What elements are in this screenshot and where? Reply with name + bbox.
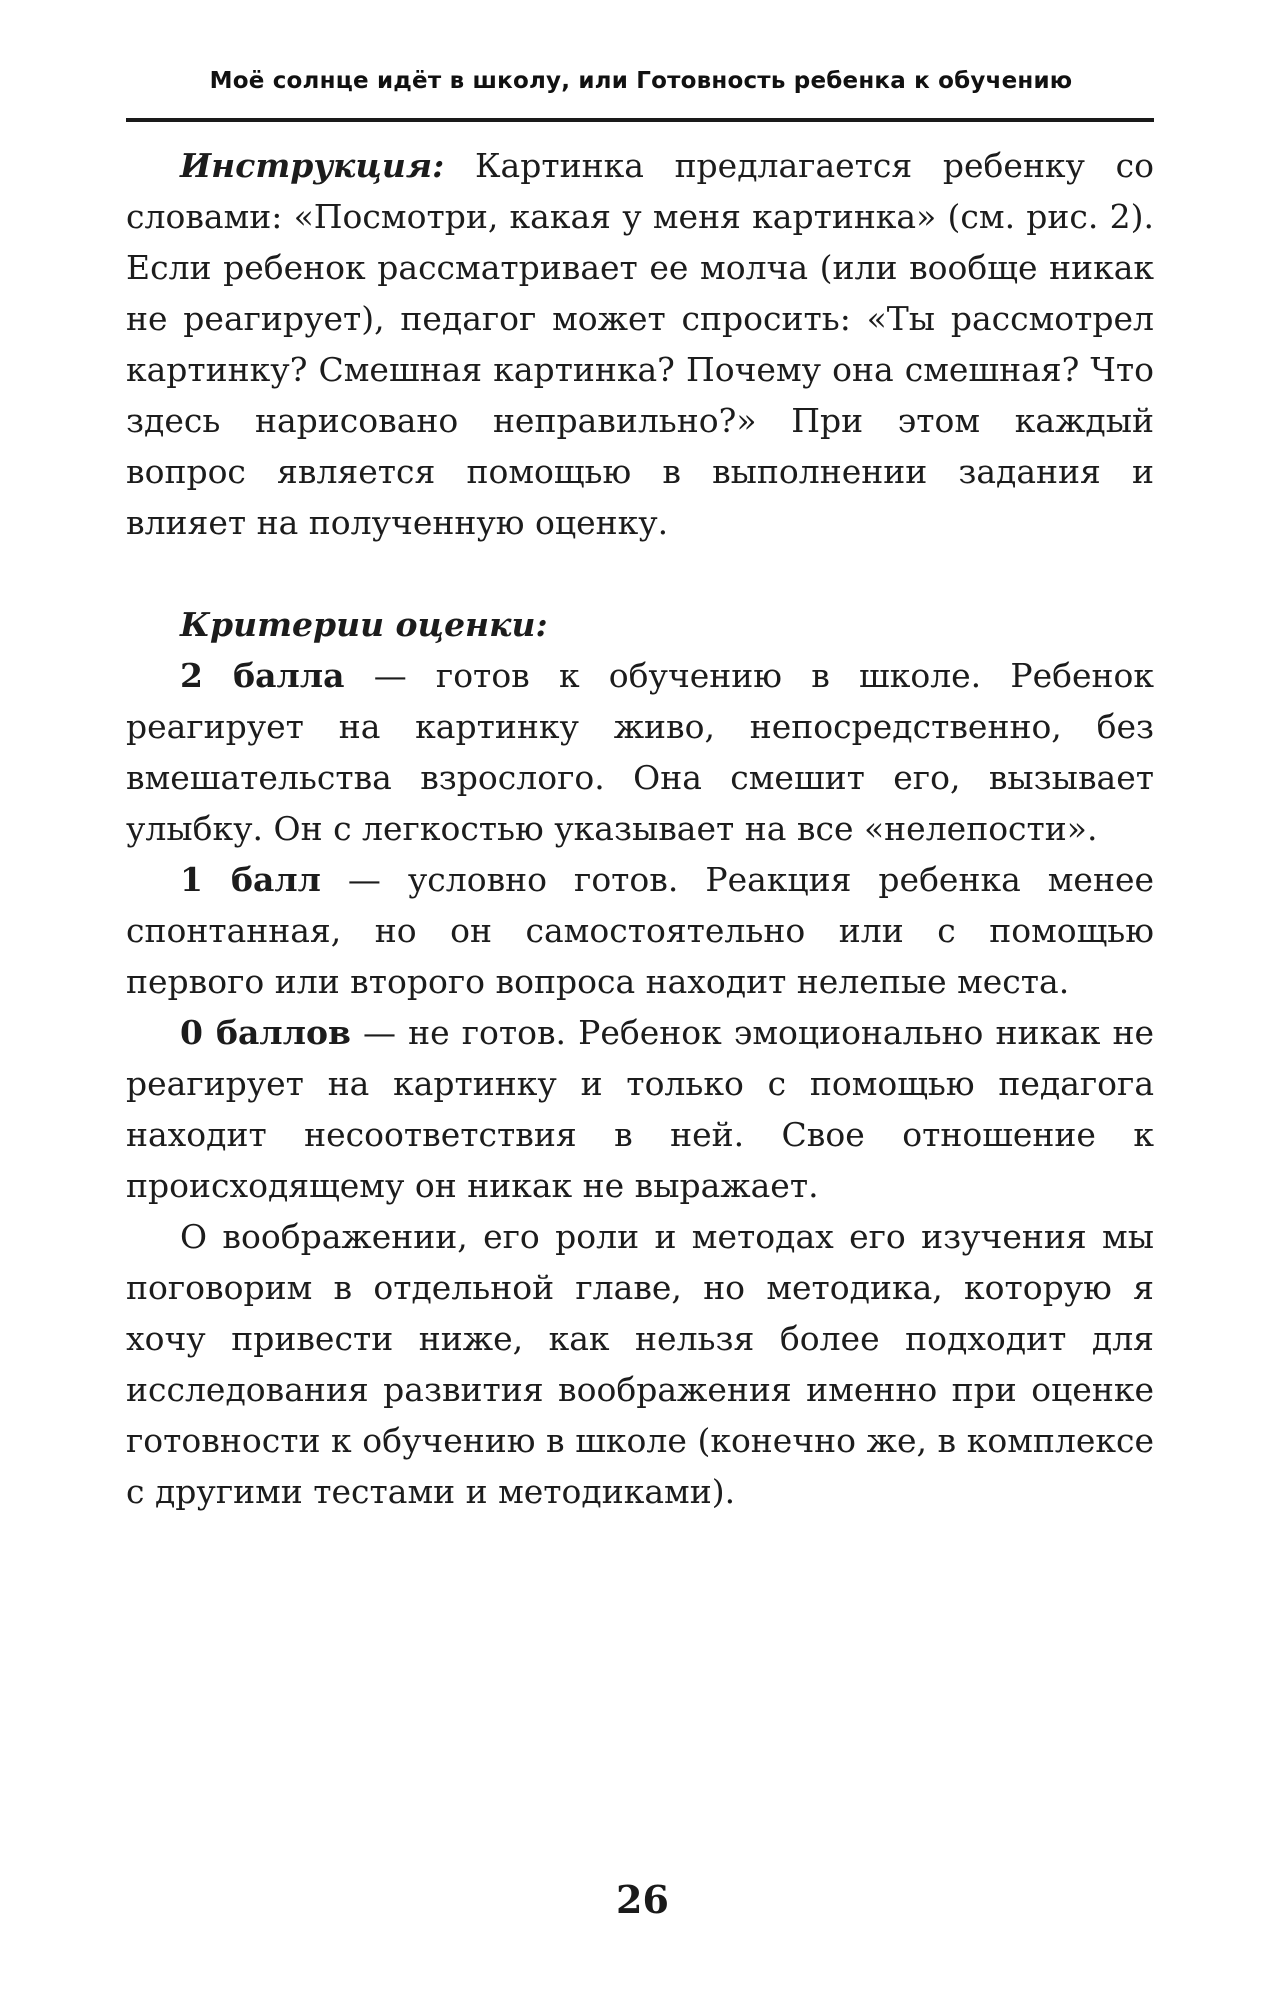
- criteria-item-0: [126, 1007, 1154, 1211]
- page-body: [126, 140, 1154, 1517]
- criteria-score: 1 балл: [180, 860, 321, 899]
- criteria-description: — готов к обучению в школе. Ребенок реагирует на картинку живо, непосредственно, без вмешательства взрослого. Она смешит его, вызывает улыбку. Он с легкостью указывает на все «нелепости».: [126, 656, 1154, 848]
- instruction-paragraph: [126, 140, 1154, 548]
- criteria-item-1: [126, 854, 1154, 1007]
- criteria-description: — условно готов. Реакция ребенка менее спонтанная, но он самостоятельно или с помощью первого или второго вопроса находит нелепые места.: [126, 860, 1154, 1001]
- page-number: 26: [616, 1877, 669, 1922]
- running-head: Моё солнце идёт в школу, или Готовность ребенка к обучению: [209, 68, 1073, 94]
- criteria-score: 0 баллов: [180, 1013, 351, 1052]
- criteria-score: 2 балла: [180, 656, 345, 695]
- header-rule: [126, 118, 1154, 122]
- criteria-item-2: [126, 650, 1154, 854]
- criteria-description: — не готов. Ребенок эмоционально никак не реагирует на картинку и только с помощью педагога находит несоответствия в ней. Свое отношение к происходящему он никак не выражает.: [126, 1013, 1154, 1205]
- criteria-title: Критерии оценки:: [180, 605, 548, 644]
- paragraph-gap: [126, 548, 1154, 599]
- instruction-label: Инструкция:: [180, 146, 445, 185]
- instruction-text: Картинка предлагается ребенку со словами: «Посмотри, какая у меня картинка» (см. рис. 2). Если ребенок рассматривает ее молча (или вообще никак не реагирует), педагог может спросить: «Ты рассмотрел картинку? Смешная картинка? Почему она смешная? Что здесь нарисовано неправильно?» При этом каждый вопрос является помощью в выполнении задания и влияет на полученную оценку.: [126, 146, 1154, 542]
- closing-paragraph: О воображении, его роли и методах его изучения мы поговорим в отдельной главе, но методика, которую я хочу привести ниже, как нельзя более подходит для исследования развития воображения именно при оценке готовности к обучению в школе (конечно же, в комплексе с другими тестами и методиками).: [126, 1217, 1154, 1511]
